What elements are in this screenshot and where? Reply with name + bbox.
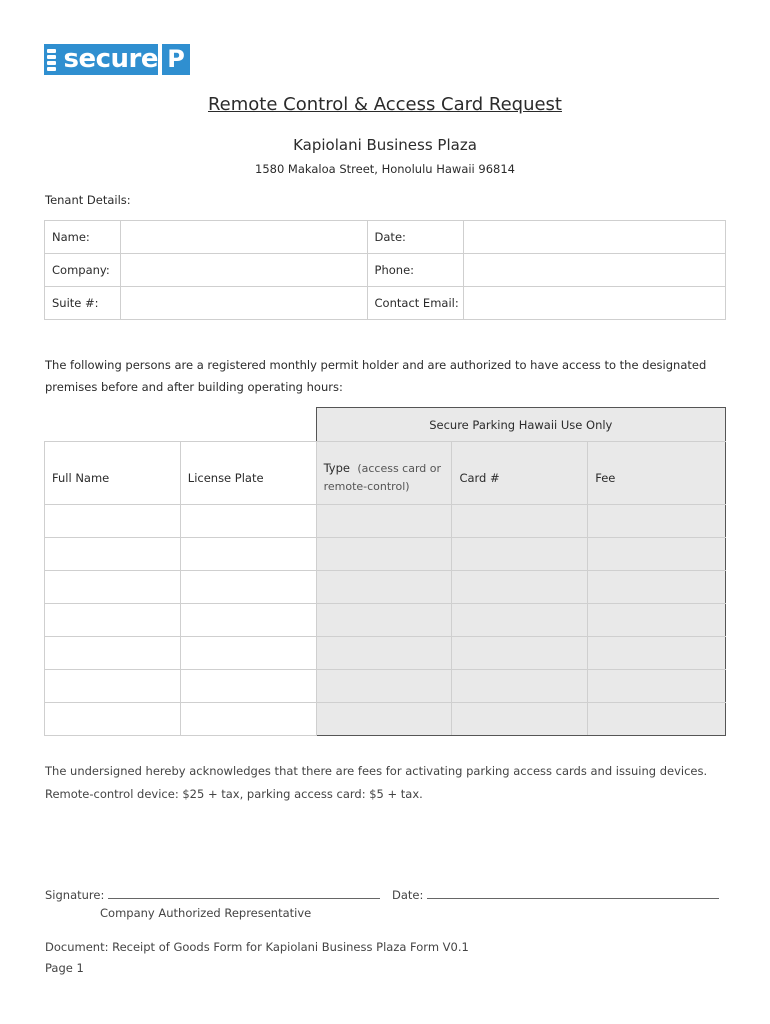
contact-email-field[interactable] bbox=[464, 287, 726, 320]
logo-bars-icon bbox=[44, 44, 62, 75]
phone-field[interactable] bbox=[464, 254, 726, 287]
tenant-row-suite bbox=[45, 287, 726, 320]
use-only-header-row bbox=[45, 408, 726, 442]
logo-text: secure bbox=[63, 44, 158, 74]
type-cell[interactable] bbox=[316, 670, 452, 703]
license-plate-header: License Plate bbox=[180, 442, 316, 505]
company-field[interactable] bbox=[120, 254, 367, 287]
fee-cell[interactable] bbox=[588, 703, 726, 736]
full-name-cell[interactable] bbox=[45, 505, 181, 538]
table-row bbox=[45, 505, 726, 538]
type-header bbox=[316, 442, 452, 505]
card-cell[interactable] bbox=[452, 637, 588, 670]
type-cell[interactable] bbox=[316, 538, 452, 571]
logo bbox=[44, 44, 190, 75]
table-row bbox=[45, 604, 726, 637]
date-label: Date: bbox=[367, 221, 464, 254]
fee-cell[interactable] bbox=[588, 670, 726, 703]
blank-cell bbox=[180, 408, 316, 442]
full-name-cell[interactable] bbox=[45, 703, 181, 736]
fee-cell[interactable] bbox=[588, 637, 726, 670]
table-row bbox=[45, 571, 726, 604]
phone-label: Phone: bbox=[367, 254, 464, 287]
full-name-cell[interactable] bbox=[45, 538, 181, 571]
table-row bbox=[45, 703, 726, 736]
company-label: Company: bbox=[45, 254, 121, 287]
license-plate-cell[interactable] bbox=[180, 703, 316, 736]
date-field[interactable] bbox=[464, 221, 726, 254]
signature-date-line[interactable] bbox=[427, 886, 719, 899]
type-cell[interactable] bbox=[316, 505, 452, 538]
full-name-cell[interactable] bbox=[45, 604, 181, 637]
license-plate-cell[interactable] bbox=[180, 604, 316, 637]
logo-wordmark bbox=[44, 44, 158, 75]
full-name-cell[interactable] bbox=[45, 571, 181, 604]
full-name-header: Full Name bbox=[45, 442, 181, 505]
suite-field[interactable] bbox=[120, 287, 367, 320]
type-header-note: (access card or remote-control) bbox=[323, 462, 442, 493]
suite-label: Suite #: bbox=[45, 287, 121, 320]
type-cell[interactable] bbox=[316, 571, 452, 604]
fee-cell[interactable] bbox=[588, 571, 726, 604]
license-plate-cell[interactable] bbox=[180, 571, 316, 604]
blank-cell bbox=[45, 408, 181, 442]
card-cell[interactable] bbox=[452, 670, 588, 703]
signature-block bbox=[45, 886, 380, 902]
fee-cell[interactable] bbox=[588, 538, 726, 571]
signature-date-block bbox=[392, 886, 719, 902]
table-row bbox=[45, 538, 726, 571]
signature-line[interactable] bbox=[108, 886, 380, 899]
type-header-label: Type bbox=[323, 461, 350, 475]
tenant-row-name bbox=[45, 221, 726, 254]
fee-cell[interactable] bbox=[588, 604, 726, 637]
license-plate-cell[interactable] bbox=[180, 538, 316, 571]
full-name-cell[interactable] bbox=[45, 637, 181, 670]
full-name-cell[interactable] bbox=[45, 670, 181, 703]
acknowledgement-text: The undersigned hereby acknowledges that there are fees for activating parking access cards and issuing devices. Remote-control device: $25 + tax, parking access card: $5 + tax. bbox=[45, 764, 708, 801]
table-row bbox=[45, 670, 726, 703]
card-cell[interactable] bbox=[452, 505, 588, 538]
signature-label: Signature: bbox=[45, 888, 105, 902]
type-cell[interactable] bbox=[316, 604, 452, 637]
building-name: Kapiolani Business Plaza bbox=[293, 136, 477, 154]
license-plate-cell[interactable] bbox=[180, 637, 316, 670]
fee-header: Fee bbox=[588, 442, 726, 505]
card-header: Card # bbox=[452, 442, 588, 505]
card-cell[interactable] bbox=[452, 604, 588, 637]
tenant-details-table bbox=[44, 220, 726, 320]
column-header-row bbox=[45, 442, 726, 505]
card-cell[interactable] bbox=[452, 538, 588, 571]
representative-label: Company Authorized Representative bbox=[100, 906, 312, 920]
name-field[interactable] bbox=[120, 221, 367, 254]
form-title: Remote Control & Access Card Request bbox=[207, 94, 562, 115]
page-number: Page 1 bbox=[45, 961, 84, 975]
permit-holders-table bbox=[44, 407, 726, 736]
license-plate-cell[interactable] bbox=[180, 670, 316, 703]
name-label: Name: bbox=[45, 221, 121, 254]
building-address: 1580 Makaloa Street, Honolulu Hawaii 96814 bbox=[255, 162, 515, 176]
tenant-details-label: Tenant Details: bbox=[45, 193, 131, 207]
license-plate-cell[interactable] bbox=[180, 505, 316, 538]
card-cell[interactable] bbox=[452, 703, 588, 736]
fee-cell[interactable] bbox=[588, 505, 726, 538]
type-cell[interactable] bbox=[316, 637, 452, 670]
document-footer: Document: Receipt of Goods Form for Kapiolani Business Plaza Form V0.1 bbox=[45, 940, 469, 954]
tenant-row-company bbox=[45, 254, 726, 287]
table-row bbox=[45, 637, 726, 670]
logo-letter: P bbox=[162, 44, 190, 75]
use-only-title: Secure Parking Hawaii Use Only bbox=[316, 408, 725, 442]
authorization-text: The following persons are a registered monthly permit holder and are authorized to have access to the designated premises before and after building operating hours: bbox=[45, 358, 707, 394]
signature-date-label: Date: bbox=[392, 888, 424, 902]
type-cell[interactable] bbox=[316, 703, 452, 736]
contact-email-label: Contact Email: bbox=[367, 287, 464, 320]
card-cell[interactable] bbox=[452, 571, 588, 604]
